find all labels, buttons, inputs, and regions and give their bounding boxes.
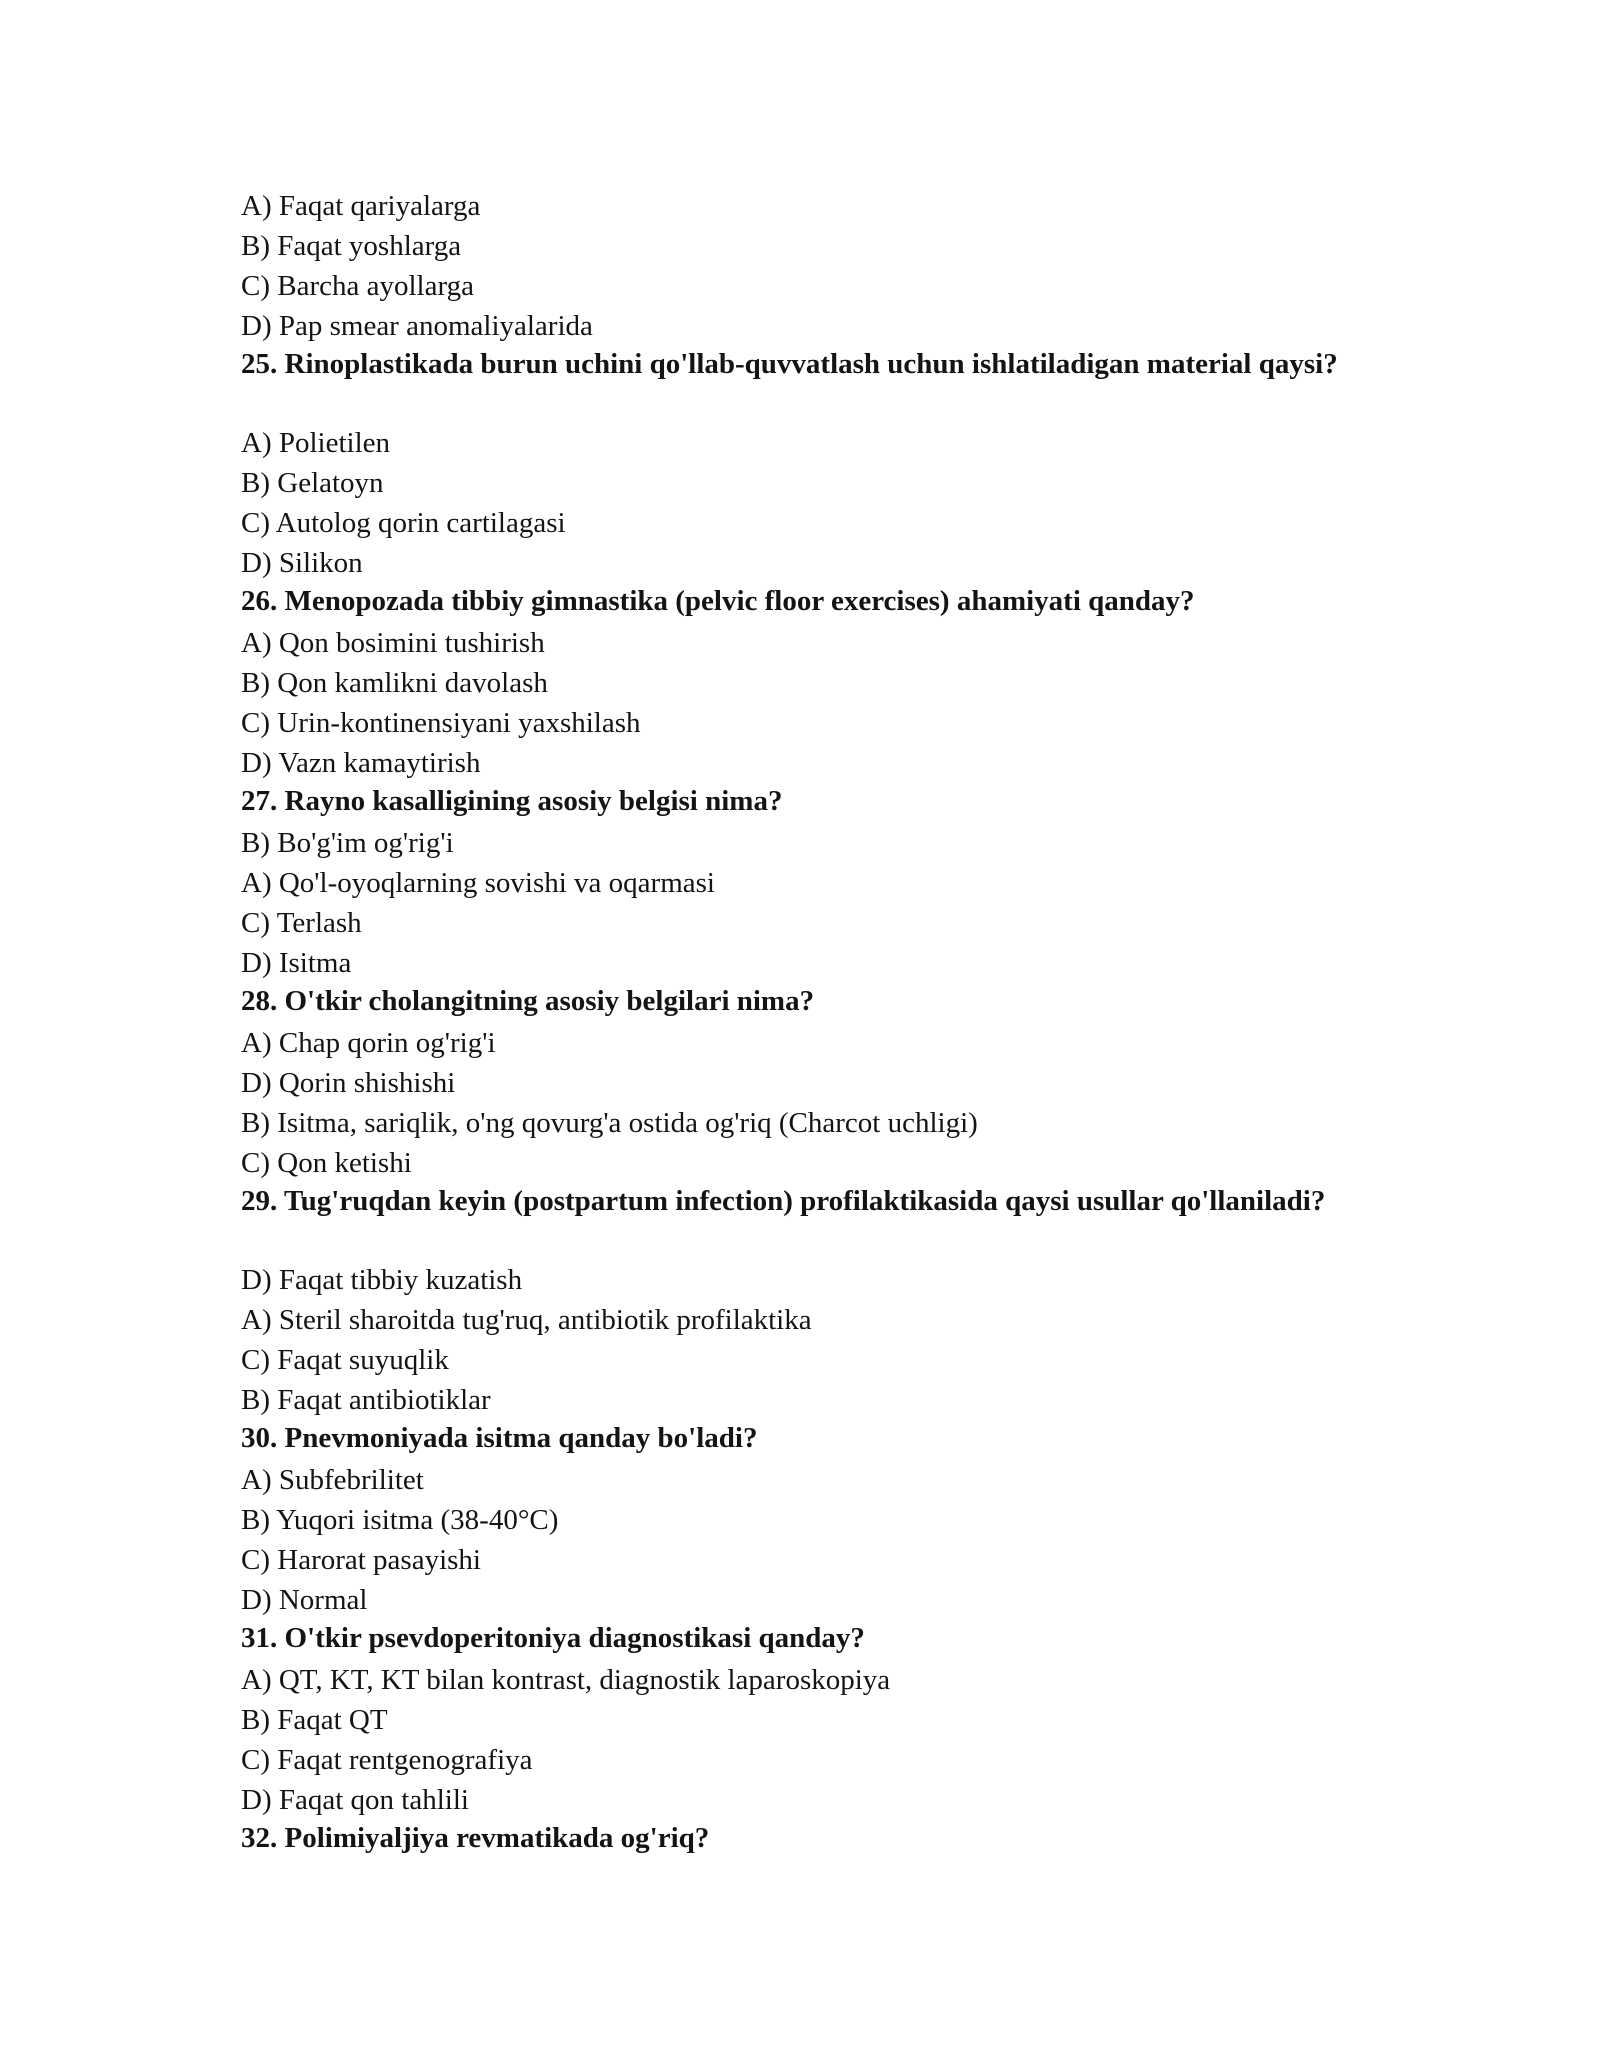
answer-option: A) Chap qorin og'rig'i [241,1027,496,1059]
answer-option: A) Subfebrilitet [241,1464,424,1496]
answer-option: C) Barcha ayollarga [241,270,474,302]
answer-option: C) Harorat pasayishi [241,1544,481,1576]
answer-option: C) Qon ketishi [241,1147,412,1179]
answer-option: A) Qon bosimini tushirish [241,627,545,659]
answer-option: B) Bo'g'im og'rig'i [241,827,454,859]
answer-option: C) Urin-kontinensiyani yaxshilash [241,707,641,739]
question-text: 28. O'tkir cholangitning asosiy belgilari nima? [241,985,815,1017]
question-text: 31. O'tkir psevdoperitoniya diagnostikasi qanday? [241,1622,865,1654]
question-text: 25. Rinoplastikada burun uchini qo'llab-quvvatlash uchun ishlatiladigan material qaysi? [241,348,1338,380]
answer-option: B) Faqat antibiotiklar [241,1384,491,1416]
question-text: 26. Menopozada tibbiy gimnastika (pelvic floor exercises) ahamiyati qanday? [241,585,1195,617]
question-text: 30. Pnevmoniyada isitma qanday bo'ladi? [241,1422,758,1454]
question-text: 27. Rayno kasalligining asosiy belgisi nima? [241,785,783,817]
answer-option: D) Faqat qon tahlili [241,1784,469,1816]
answer-option: C) Autolog qorin cartilagasi [241,507,566,539]
quiz-content [241,186,1361,1860]
answer-option: D) Qorin shishishi [241,1067,456,1099]
answer-option: A) Qo'l-oyoqlarning sovishi va oqarmasi [241,867,715,899]
answer-option: C) Faqat rentgenografiya [241,1744,533,1776]
answer-option: D) Faqat tibbiy kuzatish [241,1264,523,1296]
answer-option: D) Isitma [241,947,352,979]
answer-option: B) Gelatoyn [241,467,384,499]
question-text: 32. Polimiyaljiya revmatikada og'riq? [241,1822,710,1854]
answer-option: A) Polietilen [241,427,391,459]
answer-option: B) Yuqori isitma (38-40°C) [241,1504,559,1536]
answer-option: D) Normal [241,1584,368,1616]
answer-option: D) Silikon [241,547,363,579]
answer-option: A) QT, KT, KT bilan kontrast, diagnostik laparoskopiya [241,1664,891,1696]
answer-option: B) Qon kamlikni davolash [241,667,548,699]
answer-option: A) Faqat qariyalarga [241,190,481,222]
answer-option: A) Steril sharoitda tug'ruq, antibiotik profilaktika [241,1304,812,1336]
answer-option: B) Isitma, sariqlik, o'ng qovurg'a ostida og'riq (Charcot uchligi) [241,1107,978,1139]
answer-option: C) Terlash [241,907,362,939]
answer-option: B) Faqat yoshlarga [241,230,462,262]
answer-option: B) Faqat QT [241,1704,388,1736]
answer-option: C) Faqat suyuqlik [241,1344,449,1376]
answer-option: D) Pap smear anomaliyalarida [241,310,593,342]
answer-option: D) Vazn kamaytirish [241,747,481,779]
question-text: 29. Tug'ruqdan keyin (postpartum infection) profilaktikasida qaysi usullar qo'llaniladi? [241,1185,1326,1217]
